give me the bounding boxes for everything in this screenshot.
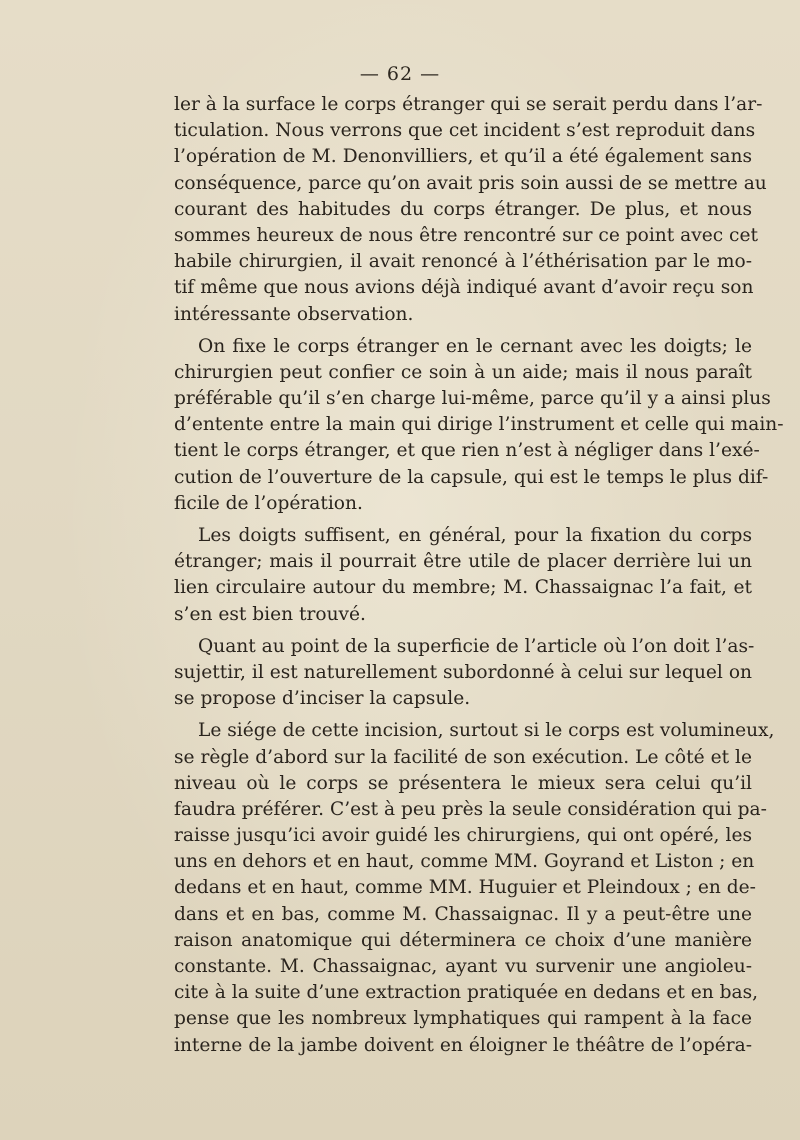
text-line: constante. M. Chassaignac, ayant vu survenir une angioleu- [174, 956, 752, 977]
paragraph-5 [174, 718, 775, 1058]
text-line: faudra préférer. C’est à peu près la seule considération qui pa- [174, 798, 767, 820]
paragraph-3 [174, 523, 752, 628]
text-line: conséquence, parce qu’on avait pris soin aussi de se mettre au [174, 172, 767, 194]
body-text [174, 92, 784, 1059]
text-line: d’entente entre la main qui dirige l’instrument et celle qui main- [174, 414, 784, 436]
text-line: préférable qu’il s’en charge lui-même, parce qu’il y a ainsi plus [174, 388, 771, 410]
text-line: lien circulaire autour du membre; M. Chassaignac l’a fait, et [174, 577, 752, 599]
paragraph-1 [174, 92, 767, 328]
text-line: uns en dehors et en haut, comme MM. Goyrand et Liston ; en [174, 851, 755, 873]
text-line: tif même que nous avions déjà indiqué avant d’avoir reçu son [174, 277, 754, 299]
text-line: cution de l’ouverture de la capsule, qui est le temps le plus dif- [174, 466, 769, 488]
text-line: Quant au point de la superficie de l’article où l’on doit l’as- [198, 635, 755, 657]
text-line: interne de la jambe doivent en éloigner le théâtre de l’opéra- [174, 1034, 752, 1056]
text-line: Les doigts suffisent, en général, pour la fixation du corps [198, 525, 752, 546]
text-line: tient le corps étranger, et que rien n’est à négliger dans l’exé- [174, 440, 760, 462]
text-line: dedans et en haut, comme MM. Huguier et Pleindoux ; en de- [174, 877, 756, 899]
text-line: dans et en bas, comme M. Chassaignac. Il y a peut-être une [174, 903, 752, 925]
text-line: habile chirurgien, il avait renoncé à l’éthérisation par le mo- [174, 251, 752, 273]
text-line: l’opération de M. Denonvilliers, et qu’il a été également sans [174, 146, 752, 168]
paragraph-4 [174, 634, 755, 713]
text-line: sujettir, il est naturellement subordonné à celui sur lequel on [174, 661, 752, 683]
text-line: raisse jusqu’ici avoir guidé les chirurgiens, qui ont opéré, les [174, 825, 752, 847]
text-line: sommes heureux de nous être rencontré sur ce point avec cet [174, 224, 758, 246]
text-line: niveau où le corps se présentera le mieux sera celui qu’il [174, 772, 752, 794]
text-line: s’en est bien trouvé. [174, 603, 366, 625]
paragraph-2 [174, 334, 784, 517]
text-line: pense que les nombreux lymphatiques qui rampent à la face [174, 1008, 752, 1030]
text-line: se règle d’abord sur la facilité de son exécution. Le côté et le [174, 746, 752, 768]
text-line: On fixe le corps étranger en le cernant avec les doigts; le [198, 335, 752, 357]
text-line: intéressante observation. [174, 303, 414, 325]
text-line: courant des habitudes du corps étranger. De plus, et nous [174, 198, 752, 220]
text-line: cite à la suite d’une extraction pratiquée en dedans et en bas, [174, 982, 759, 1004]
text-line: se propose d’inciser la capsule. [174, 688, 471, 710]
text-line: chirurgien peut confier ce soin à un aide; mais il nous paraît [174, 361, 752, 383]
text-line: ler à la surface le corps étranger qui se serait perdu dans l’ar- [174, 94, 763, 115]
text-line: ticulation. Nous verrons que cet incident s’est reproduit dans [174, 120, 756, 142]
text-line: ficile de l’opération. [174, 492, 363, 514]
text-line: raison anatomique qui déterminera ce choix d’une manière [174, 929, 752, 951]
text-line: étranger; mais il pourrait être utile de placer derrière lui un [174, 551, 752, 573]
page-number: — 62 — [359, 63, 441, 85]
text-line: Le siége de cette incision, surtout si le corps est volumineux, [198, 720, 775, 742]
